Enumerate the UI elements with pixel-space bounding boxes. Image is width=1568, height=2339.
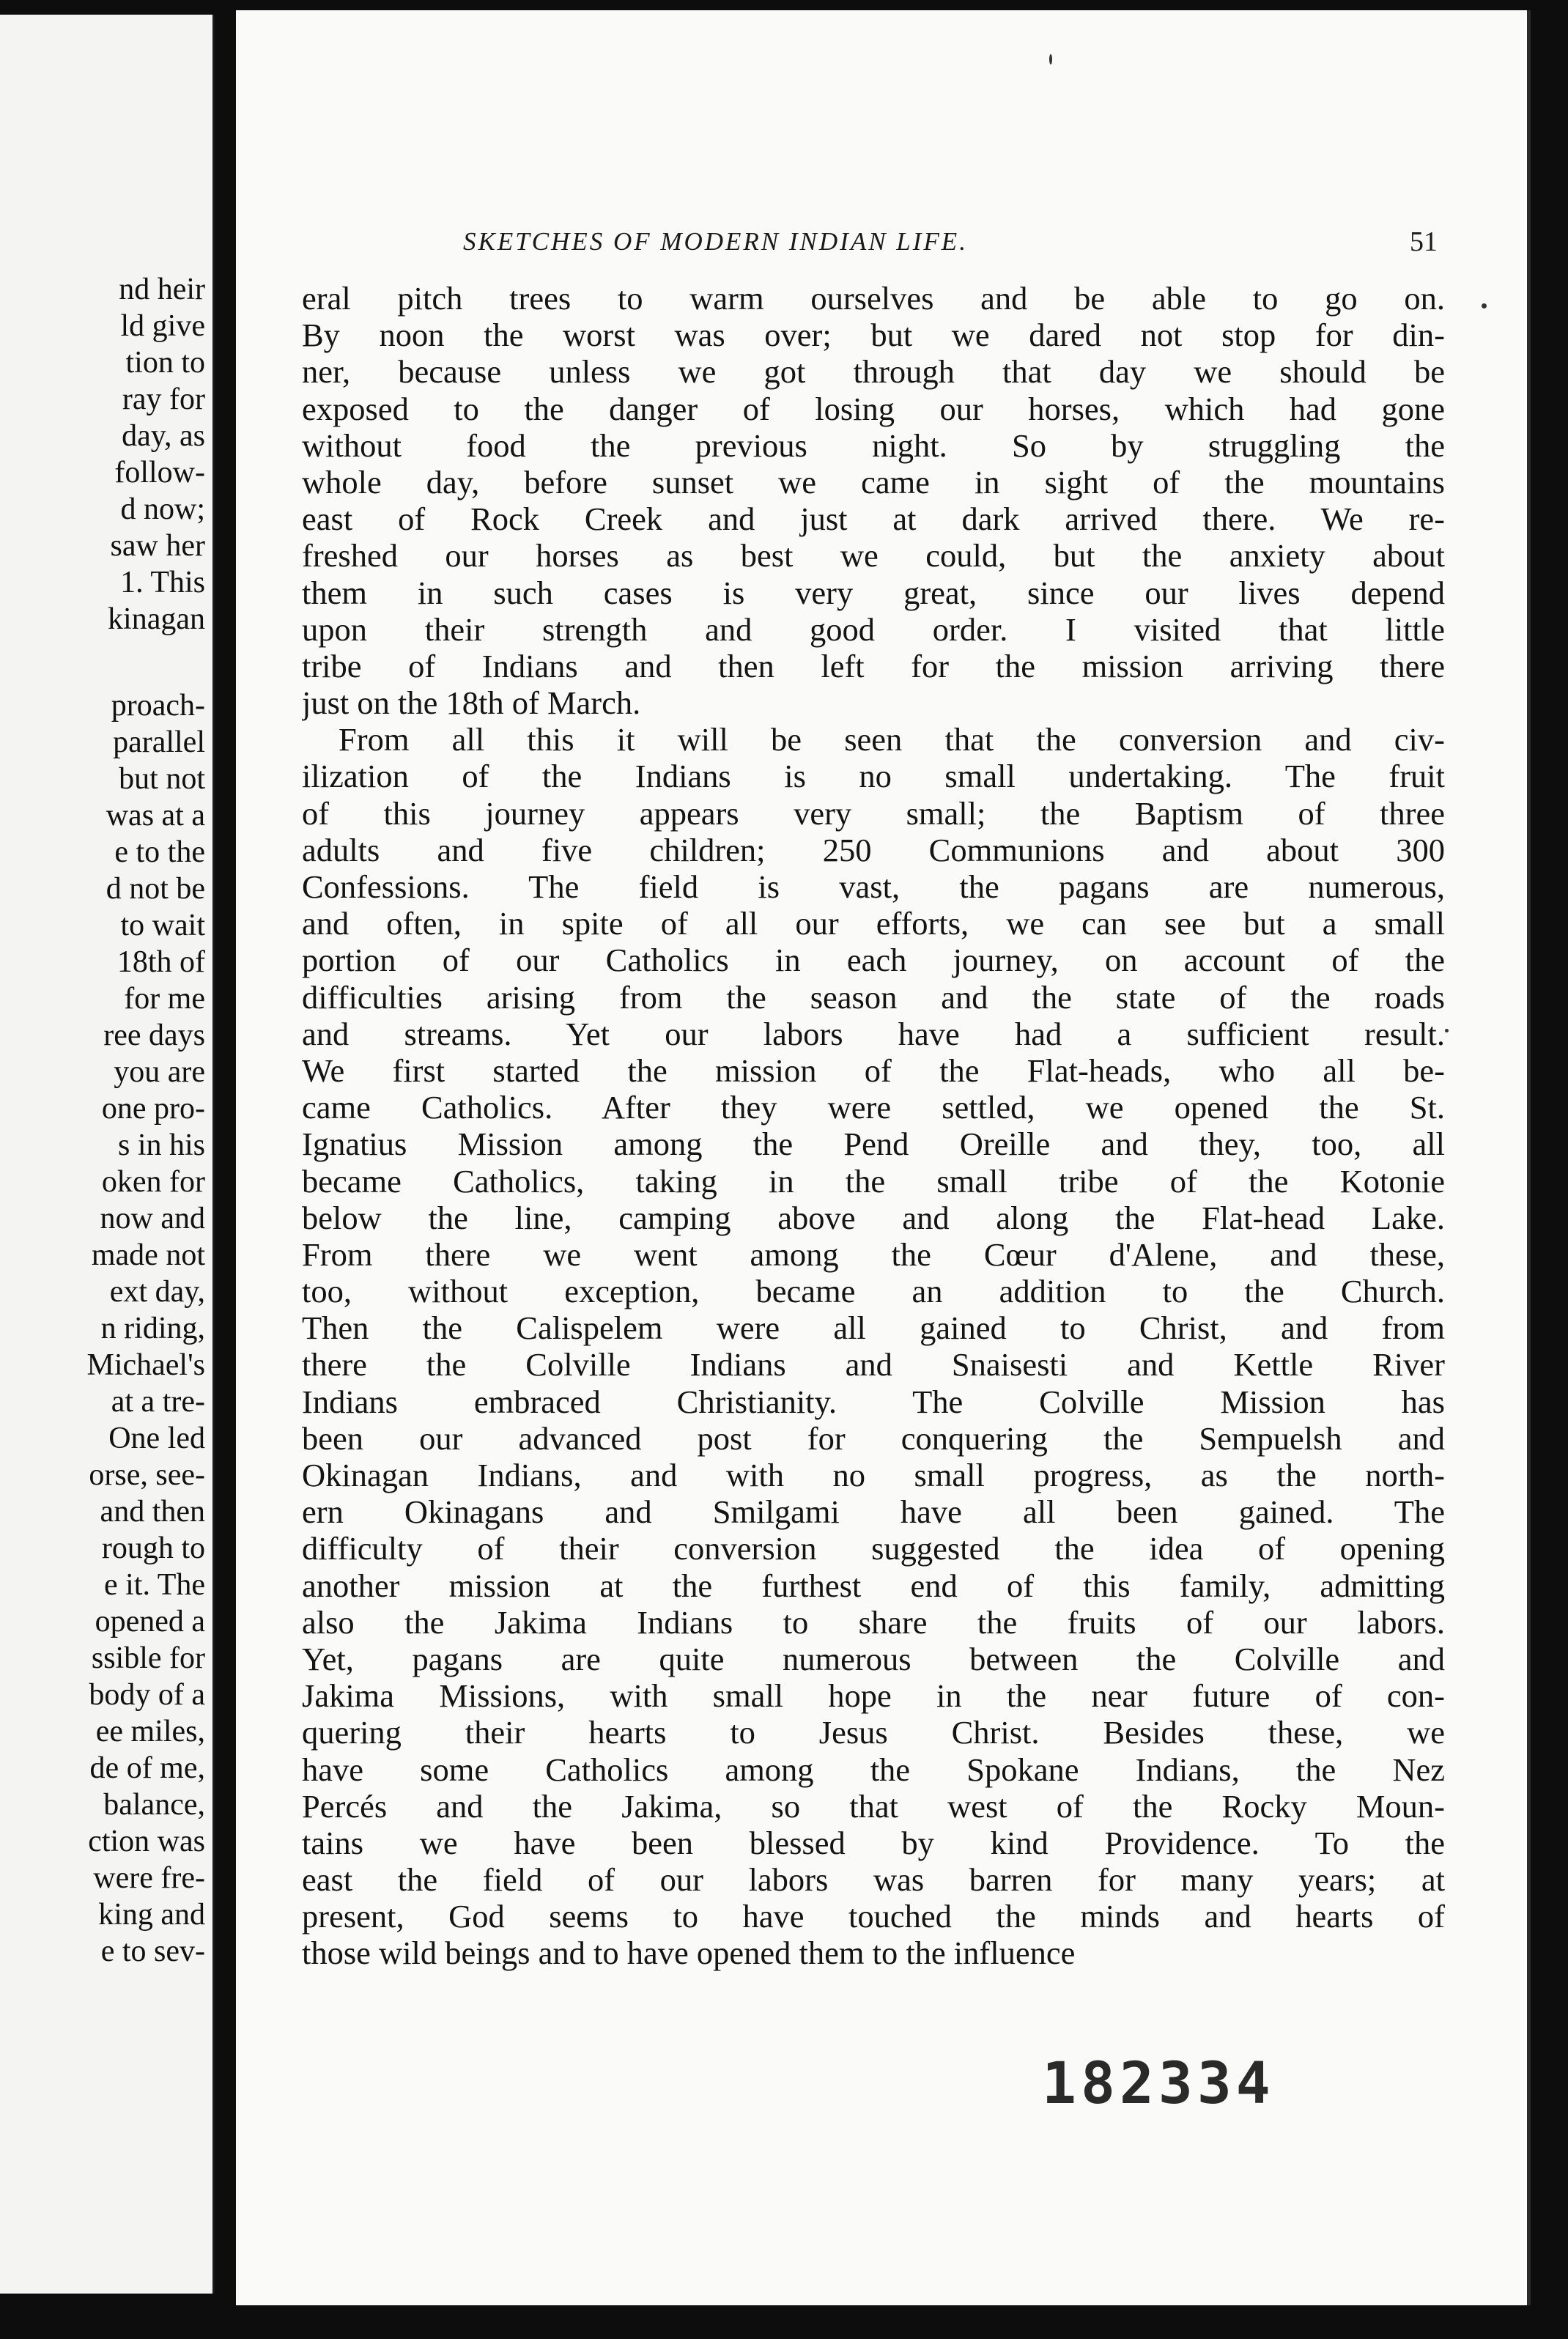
text-line: east the field of our labors was barren for many years; at <box>302 1861 1445 1899</box>
running-head: SKETCHES OF MODERN INDIAN LIFE. <box>463 227 968 256</box>
text-fragment: n riding, <box>100 1312 205 1345</box>
text-fragment: e it. The <box>103 1568 205 1602</box>
text-fragment: e to sev- <box>100 1935 205 1968</box>
text-line: eral pitch trees to warm ourselves and be able to go on. <box>302 280 1445 317</box>
text-line: quering their hearts to Jesus Christ. Besides these, we <box>302 1714 1445 1751</box>
text-fragment: tion to <box>125 346 205 380</box>
text-line: Percés and the Jakima, so that west of the Rocky Moun- <box>302 1787 1445 1825</box>
text-fragment: and then <box>100 1495 205 1529</box>
scan-speck <box>1482 303 1487 308</box>
text-line: Yet, pagans are quite numerous between the Colville and <box>302 1640 1445 1677</box>
text-line: too, without exception, became an addition to the Church. <box>302 1273 1445 1310</box>
text-line: whole day, before sunset we came in sight of the mountains <box>302 463 1445 500</box>
text-fragment: d now; <box>120 492 205 526</box>
text-fragment: d not be <box>106 872 205 906</box>
current-page <box>236 10 1531 2305</box>
text-line: tains we have been blessed by kind Providence. To the <box>302 1824 1445 1861</box>
text-fragment: nd heir <box>119 273 205 306</box>
previous-page-fragment <box>0 15 215 2294</box>
text-fragment: opened a <box>95 1605 205 1638</box>
text-fragment: to wait <box>120 909 205 942</box>
text-fragment: was at a <box>106 799 205 832</box>
text-line: Okinagan Indians, and with no small progress, as the north- <box>302 1457 1445 1493</box>
text-fragment: at a tre- <box>111 1385 205 1419</box>
body-text <box>302 280 1445 1972</box>
text-fragment: ld give <box>120 309 205 343</box>
text-line: Jakima Missions, with small hope in the near future of con- <box>302 1677 1445 1715</box>
text-line: ner, because unless we got through that day we should be <box>302 353 1445 391</box>
text-fragment: ext day, <box>109 1275 205 1309</box>
text-line: another mission at the furthest end of this family, admitting <box>302 1567 1445 1604</box>
text-fragment: parallel <box>113 725 205 759</box>
text-fragment: ree days <box>103 1019 205 1052</box>
text-fragment: saw her <box>110 529 205 563</box>
text-line: became Catholics, taking in the small tribe of the Kotonie <box>302 1162 1445 1200</box>
text-line: just on the 18th of March. <box>302 684 641 722</box>
text-fragment: follow- <box>114 456 205 489</box>
text-line: We first started the mission of the Flat-heads, who all be- <box>302 1052 1445 1089</box>
text-line: ern Okinagans and Smilgami have all been gained. The <box>302 1493 1445 1531</box>
text-line: difficulties arising from the season and the state of the roads <box>302 978 1445 1016</box>
text-line: Indians embraced Christianity. The Colville Mission has <box>302 1383 1445 1420</box>
text-line: Then the Calispelem were all gained to Christ, and from <box>302 1309 1445 1347</box>
page-number: 51 <box>1410 226 1438 257</box>
text-line: also the Jakima Indians to share the fruits of our labors. <box>302 1603 1445 1641</box>
text-fragment: for me <box>124 982 205 1016</box>
text-fragment: proach- <box>111 689 205 723</box>
accession-stamp: 182334 <box>1042 2051 1275 2117</box>
text-line: east of Rock Creek and just at dark arrived there. We re- <box>302 500 1445 538</box>
text-fragment: 1. This <box>120 566 205 599</box>
text-fragment: body of a <box>89 1678 205 1712</box>
text-fragment: 18th of <box>117 945 205 979</box>
text-fragment: ction was <box>88 1825 205 1858</box>
text-line: From there we went among the Cœur d'Alene, and these, <box>302 1235 1445 1273</box>
text-line: upon their strength and good order. I visited that little <box>302 610 1445 648</box>
text-fragment: oken for <box>101 1165 205 1199</box>
text-line: and streams. Yet our labors have had a sufficient result. <box>302 1015 1445 1052</box>
text-fragment: made not <box>91 1238 205 1272</box>
text-line: Ignatius Mission among the Pend Oreille and they, too, all <box>302 1126 1445 1163</box>
text-line: those wild beings and to have opened them to the influence <box>302 1935 1076 1972</box>
scan-speck <box>1445 1029 1449 1032</box>
text-fragment: One led <box>108 1422 205 1455</box>
text-line: tribe of Indians and then left for the mission arriving there <box>302 647 1445 684</box>
text-line: difficulty of their conversion suggested the idea of opening <box>302 1530 1445 1567</box>
text-fragment: but not <box>119 762 205 796</box>
text-fragment: e to the <box>114 835 205 869</box>
text-fragment: balance, <box>103 1788 205 1822</box>
text-fragment: rough to <box>101 1531 205 1565</box>
left-text-block-2 <box>0 687 212 1970</box>
text-fragment: were fre- <box>93 1861 205 1895</box>
text-fragment: kinagan <box>108 602 205 636</box>
text-fragment: now and <box>100 1202 205 1235</box>
text-fragment: ray for <box>122 383 205 416</box>
scan-speck <box>1049 54 1052 64</box>
text-fragment: ssible for <box>91 1641 205 1675</box>
text-line: present, God seems to have touched the minds and hearts of <box>302 1898 1445 1935</box>
text-line: ilization of the Indians is no small undertaking. The fruit <box>302 758 1445 795</box>
left-text-block-1 <box>0 271 212 638</box>
text-fragment: day, as <box>122 419 205 453</box>
text-line: From all this it will be seen that the conversion and civ- <box>339 721 1445 758</box>
paragraph-1 <box>302 280 1445 721</box>
text-line: been our advanced post for conquering the Sempuelsh and <box>302 1419 1445 1457</box>
text-line: and often, in spite of all our efforts, we can see but a small <box>302 905 1445 942</box>
text-line: of this journey appears very small; the Baptism of three <box>302 794 1445 832</box>
text-fragment: orse, see- <box>89 1458 205 1492</box>
paragraph-2 <box>302 721 1445 1971</box>
text-line: without food the previous night. So by struggling the <box>302 426 1445 464</box>
text-fragment: one pro- <box>101 1092 205 1126</box>
text-fragment: you are <box>114 1055 205 1089</box>
text-line: By noon the worst was over; but we dared not stop for din- <box>302 317 1445 354</box>
text-line: have some Catholics among the Spokane Indians, the Nez <box>302 1751 1445 1788</box>
text-line: below the line, camping above and along the Flat-head Lake. <box>302 1199 1445 1236</box>
text-line: there the Colville Indians and Snaisesti and Kettle River <box>302 1346 1445 1383</box>
text-line: portion of our Catholics in each journey, on account of the <box>302 942 1445 979</box>
text-line: adults and five children; 250 Communions and about 300 <box>302 831 1445 868</box>
text-line: freshed our horses as best we could, but the anxiety about <box>302 537 1445 574</box>
text-fragment: ee miles, <box>95 1715 205 1748</box>
text-line: Confessions. The field is vast, the pagans are numerous, <box>302 868 1445 905</box>
text-line: them in such cases is very great, since our lives depend <box>302 574 1445 611</box>
text-line: exposed to the danger of losing our horses, which had gone <box>302 390 1445 427</box>
text-fragment: s in his <box>117 1128 205 1162</box>
text-fragment: de of me, <box>89 1751 205 1785</box>
text-fragment: Michael's <box>86 1348 205 1382</box>
text-fragment: king and <box>98 1898 205 1932</box>
text-line: came Catholics. After they were settled, we opened the St. <box>302 1089 1445 1126</box>
